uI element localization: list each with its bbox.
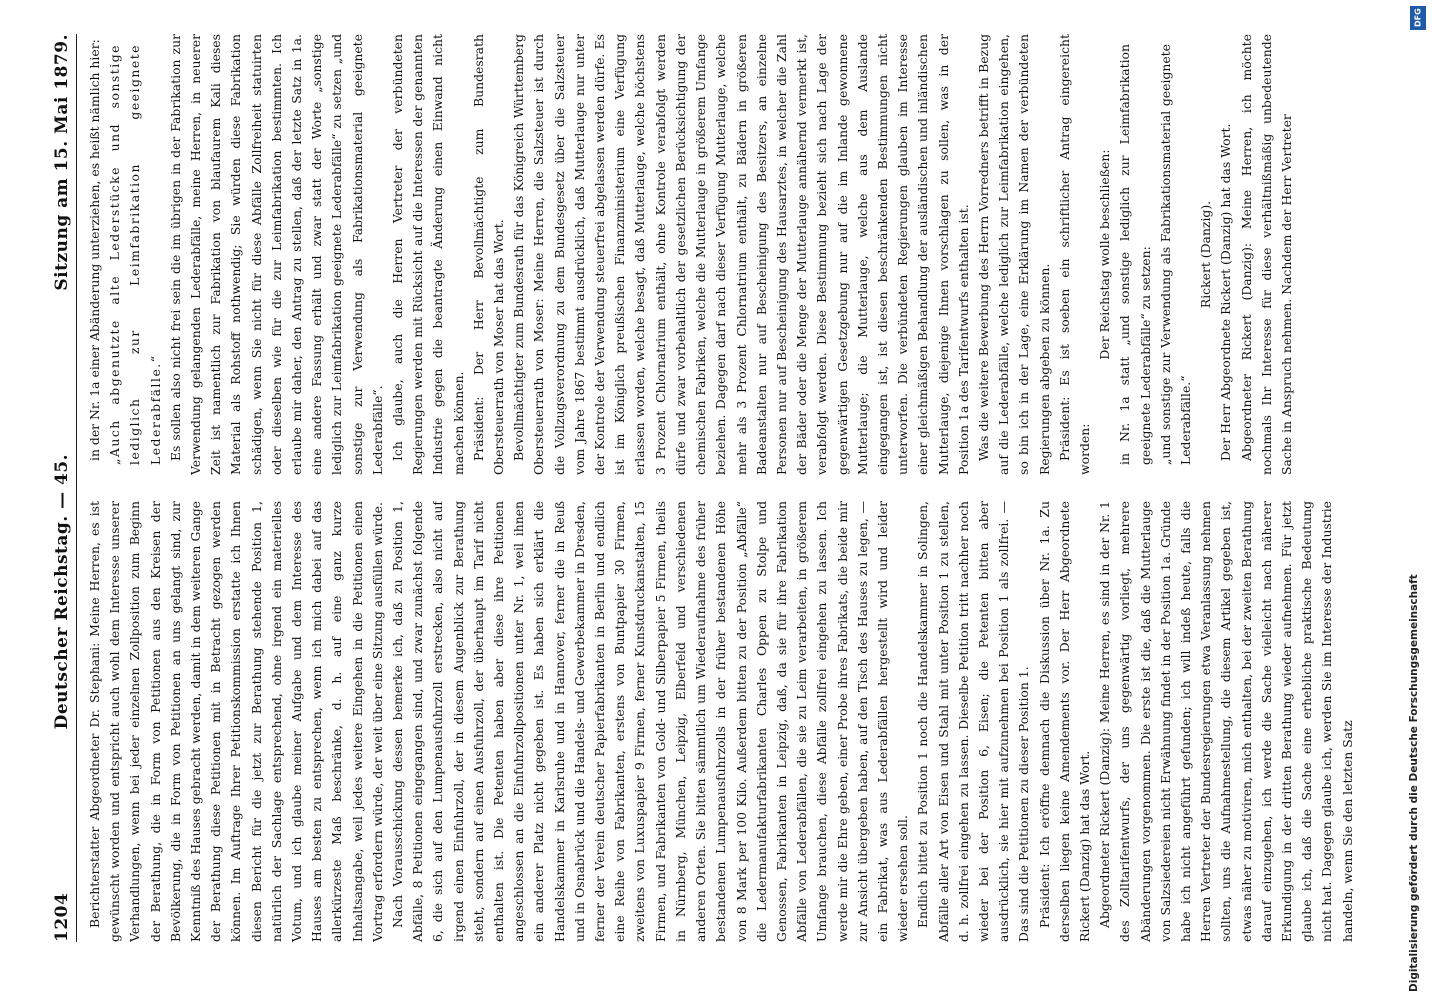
dfg-logo: DFG [1410,6,1426,30]
paragraph: Präsident: Ich eröffne demnach die Diskussion über Nr. 1a. Zu derselben liegen keine Amendements vor. Der Herr Abgeordnete Rickert (Danzig) hat das Wort. [1036,501,1092,942]
column-right [85,34,1375,475]
motion-intro: Der Reichstag wolle beschließen: [1097,149,1113,360]
paragraph: Ich glaube, auch die Herren Vertreter der verbündeten Regierungen werden mit Rücksicht auf die Interessen der genannten Industrie gegen die beantragte Änderung einen Einwand nicht machen können. [390,34,466,475]
paragraph: in der Nr. 1a einer Abänderung unterziehen, es heißt nämlich hier: [87,39,102,461]
paragraph: Der Herr Abgeordnete Rickert (Danzig) hat das Wort. [1218,123,1234,461]
text-columns [85,34,1375,942]
digitization-note [1406,0,1428,1000]
page-number: 1204 [52,892,72,942]
quotation: „Auch abgenutzte alte Lederstücke und sonstige lediglich zur Leimfabrikation geeignete Lederabfälle.“ [107,44,163,465]
session-title: Sitzung am 15. Mai 1879. [52,34,72,291]
motion-text: in Nr. 1a statt „und sonstige lediglich zur Leimfabrikation geeignete Lederabfälle“ zu setzen: [1117,44,1153,465]
paragraph: Bevollmächtigter zum Bundesrath für das Königreich Württemberg Obersteuerrath von Moser: Meine Herren, die Salzsteuer ist durch die Vollzugsverordnung zu dem Bundesgesetz über die Salzsteuer vom Jahre 1867 bestimmt ausdrücklich, daß Mutterlauge nur unter der Kontrole der Verwendung steuerfrei abgelassen werden dürfe. Es ist im Königlich preußischen Finanzministerium eine Verfügung erlassen worden, welche besagt, daß Mutterlauge, welche höchstens 3 Prozent Chlornatrium enthält, ohne Kontrole verabfolgt werden dürfe und zwar vorbehaltlich der gesetzlichen Berücksichtigung der chemischen Fabriken, welche die Mutterlauge in größerem Umfange beziehen. Dagegen darf nach dieser Verfügung Mutterlauge, welche mehr als 3 Prozent Chlornatrium enthält, zu Bädern in größeren Badeanstalten nur auf Bescheinigung des Besitzers, an einzelne Personen nur auf Bescheinigung des Hausarztes, in welcher die Zahl der Bäder oder die Menge der Mutterlauge annähernd vermerkt ist, verabfolgt werden. Diese Bestimmung bezieht sich nach Lage der gegenwärtigen Gesetzgebung nur auf die im Inlande gewonnene Mutterlauge; die Mutterlauge, welche aus dem Auslande eingegangen ist, ist diesen beschränkenden Bestimmungen nicht unterworfen. Die verbündeten Regierungen glauben im Interesse einer gleichmäßigen Behandlung der ausländischen und inländischen Mutterlauge, diejenige Ihnen vorschlagen zu sollen, was in der Position 1a des Tarifentwurfs enthalten ist. [511,34,971,475]
motion-replacement: „und sonstige zur Verwendung als Fabrikationsmaterial geeignete Lederabfälle.“ [1157,44,1193,465]
paragraph: Nach Vorausschickung dessen bemerke ich, daß zu Position 1, Abfälle, 8 Petitionen eingegangen sind, und zwar zunächst folgende 6, die sich auf den Lumpenausfuhrzoll erstrecken, also nicht auf irgend einen Einfuhrzoll, der in diesem Augenblick zur Berathung steht, sondern auf einen Ausfuhrzoll, der überhaupt im Tarif nicht enthalten ist. Die Petenten haben aber diese ihre Petitionen angeschlossen an die Einfuhrzollpositionen unter Nr. 1, weil ihnen ein anderer Platz nicht gegeben ist. Es haben sich erklärt die Handelskammer in Karlsruhe und in Hannover, ferner die in Reuß und in Osnabrück und die Handels- und Gewerbekammer in Dresden, ferner der Verein deutscher Papierfabrikanten in Berlin und endlich eine Reihe von Fabrikanten, erstens von Buntpapier 30 Firmen, zweitens von Luxuspapier 9 Firmen, ferner Kunstdruckanstalten, 15 Firmen, und Fabrikanten von Gold- und Silberpapier 5 Firmen, theils in Nürnberg, München, Leipzig, Elberfeld und verschiedenen anderen Orten. Sie bitten sämmtlich um Wiederaufnahme des früher bestandenen Lumpenausfuhrzolls in der früher bestandenen Höhe von 8 Mark per 100 Kilo. Außerdem bitten zu der Position „Abfälle“ die Ledermanufakturfabrikanten Charles Oppen zu Stolpe und Genossen, Fabrikanten in Leipzig, daß, da sie für ihre Fabrikation Abfälle von Lederabfällen, die sie zu Leim verarbeiten, in größerem Umfange brauchen, diese Abfälle zollfrei eingehen zu lassen. Ich werde mir die Ehre geben, einer Probe ihres Fabrikats, die beide mir zur Ansicht übergeben haben, auf den Tisch des Hauses zu legen, — ein Fabrikat, was aus Lederabfällen hergestellt wird und leider wieder ersehen soll. [390,501,911,942]
page-header [52,34,77,942]
paragraph: Abgeordneter Rickert (Danzig): Meine Herren, es sind in der Nr. 1 des Zolltarifentwurfs, der uns gegenwärtig vorliegt, mehrere Abänderungen vorgenommen. Die erste ist die, daß die Mutterlauge von Salzsiedereien nicht Erwähnung findet in der Position 1a. Gründe habe ich nicht angeführt gefunden; ich will indeß heute, falls die Herren Vertreter der Bundesregierungen etwa Veranlassung nehmen sollten, uns die Aufnahmestellung, die diesem Artikel gegeben ist, etwas näher zu motiviren, mich enthalten, bei der zweiten Berathung darauf einzugehen, ich werde die Sache vielleicht nach näherer Erkundigung in der dritten Berathung wieder aufnehmen. Für jetzt glaube ich, daß die Sache eine erhebliche praktische Bedeutung nicht hat. Dagegen glaube ich, werden Sie im Interesse der Industrie handeln, wenn Sie den letzten Satz [1097,501,1355,942]
paragraph: Präsident: Es ist soeben ein schriftlicher Antrag eingereicht worden: [1056,34,1092,475]
paragraph: Präsident: Der Herr Bevollmächtigte zum Bundesrath Obersteuerrath von Moser hat das Wort. [470,34,507,475]
digitization-note-text: Digitalisierung gefördert durch die Deutsche Forschungsgemeinschaft [1408,574,1420,992]
paragraph: Endlich bittet zu Position 1 noch die Handelskammer in Solingen, Abfälle aller Art von Eisen und Stahl mit unter Position 1 zu stellen, d. h. zollfrei eingehen zu lassen. Dieselbe Petition tritt nachher noch wieder bei der Position 6, Eisen; die Petenten bitten aber ausdrücklich, sie hier mit aufzunehmen bei Position 1 als zollfrei. — Das sind die Petitionen zu dieser Position 1. [915,501,1032,942]
paragraph: Es sollen also nicht frei sein die im übrigen in der Fabrikation zur Verwendung gelangenden Lederabfälle, meine Herren, in neuerer Zeit ist namentlich zur Fabrikation von blaufaurem Kali dieses Material als Rohstoff nothwendig; Sie würden diese Fabrikation schädigen, wenn Sie nicht für diese Abfälle Zollfreiheit statuirten oder dieselben wie für die zur Leimfabrikation bestimmten. Ich erlaube mir daher, den Antrag zu stellen, daß der letzte Satz in 1a. eine andere Fassung erhält und zwar statt der Worte „sonstige lediglich zur Leimfabrikation geeignete Lederabfälle“ zu setzen „und sonstige zur Verwendung als Fabrikationsmaterial geeignete Lederabfälle“. [167,34,385,475]
column-left [85,501,1375,942]
paragraph: Berichterstatter Abgeordneter Dr. Stephani: Meine Herren, es ist gewünscht worden und entspricht auch wohl dem Interesse unserer Verhandlungen, wenn bei jeder einzelnen Zollposition zum Beginn der Berathung, die in Form von Petitionen aus den Kreisen der Bevölkerung, die in Form von Petitionen an uns gelangt sind, zur Kenntniß des Hauses gebracht werden, damit in dem weiteren Gange der Berathung diese Petitionen mit in Betracht gezogen werden können. Im Auftrage Ihrer Petitionskommission erstatte ich Ihnen diesen Bericht für die jetzt zur Berathung stehende Position 1, natürlich der Sachlage entsprechend, ohne irgend ein materielles Votum, und ich glaube meiner Aufgabe und dem Interesse des Hauses am besten zu entsprechen, wenn ich mich dabei auf das allerkürzeste Maß beschränke, d. h. auf eine ganz kurze Inhaltsangabe, weil jedes weitere Eingehen in die Petitionen einen Vortrag erfordern würde, der weit über eine Sitzung ausfüllen würde. [87,501,385,942]
journal-title: Deutscher Reichstag. — 45. [52,453,72,730]
motion-signature: Rickert (Danzig). [1198,200,1214,309]
paragraph: Abgeordneter Rickert (Danzig): Meine Herren, ich möchte nochmals Ihr Interesse für diese verhältnißmäßig unbedeutende Sache in Anspruch nehmen. Nachdem der Herr Vertreter [1238,34,1294,475]
paragraph: Was die weitere Bewerbung des Herrn Vorredners betrifft in Bezug auf die Lederabfälle, welche lediglich zur Leimfabrikation eingehen, so bin ich in der Lage, eine Erklärung im Namen der verbündeten Regierungen abgeben zu können. [975,34,1052,475]
